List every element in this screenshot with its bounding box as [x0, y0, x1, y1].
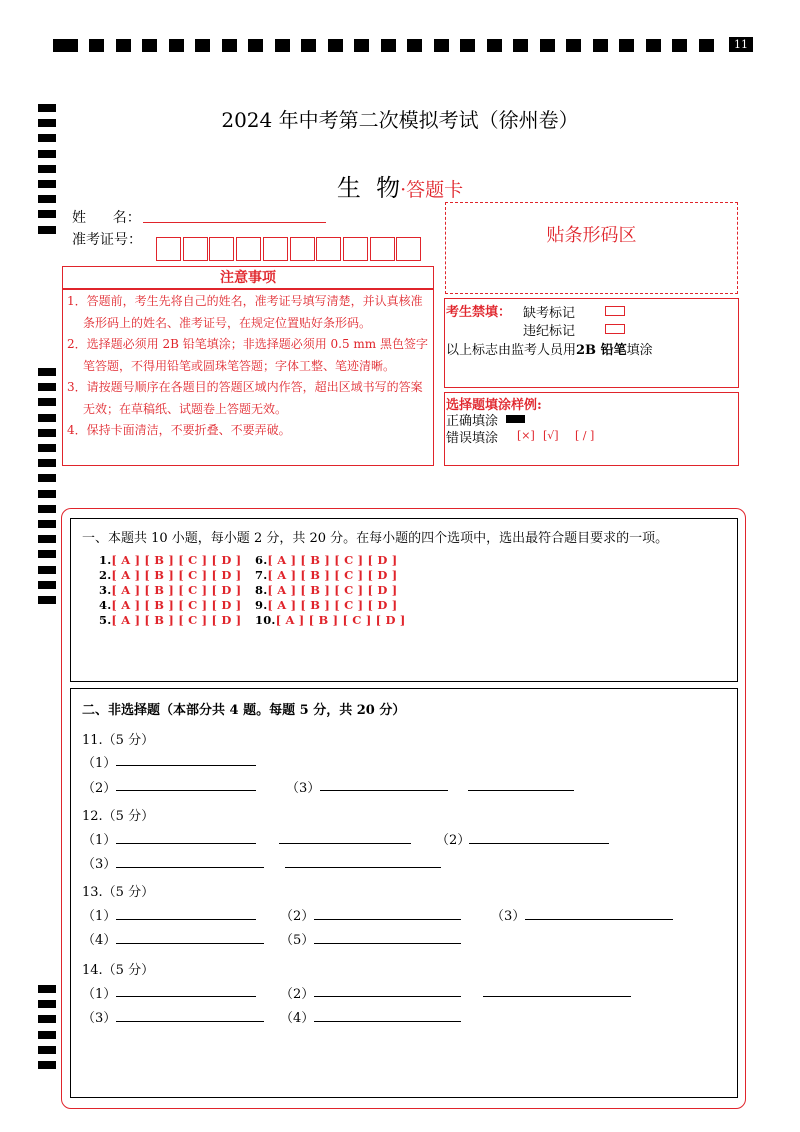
q14-answer-2b[interactable]: [483, 996, 631, 997]
timing-mark: [38, 566, 56, 574]
choice-row-2[interactable]: 2.[ A ] [ B ] [ C ] [ D ]: [99, 568, 242, 582]
sub-label: （2）: [436, 833, 471, 848]
timing-mark: [38, 1031, 56, 1039]
timing-mark: [593, 39, 608, 52]
q11-answer-3a[interactable]: [320, 790, 448, 791]
timing-mark: [513, 39, 528, 52]
fill-sample-title: 选择题填涂样例:: [446, 398, 542, 413]
id-digit-cell[interactable]: [209, 237, 234, 261]
timing-mark: [566, 39, 581, 52]
timing-mark: [646, 39, 661, 52]
absent-mark-box[interactable]: [605, 306, 625, 316]
violation-mark-box[interactable]: [605, 324, 625, 334]
timing-mark: [487, 39, 502, 52]
wrong-mark-check: [√]: [543, 429, 559, 442]
timing-mark: [89, 39, 104, 52]
part2-section: [70, 688, 738, 1098]
q12-answer-2[interactable]: [469, 843, 609, 844]
timing-mark: [38, 490, 56, 498]
timing-mark: [672, 39, 687, 52]
q13-answer-1[interactable]: [116, 919, 256, 920]
timing-mark: [407, 39, 422, 52]
timing-mark: [38, 210, 56, 218]
choice-column-2: [255, 553, 406, 628]
timing-mark: [38, 985, 56, 993]
q14-answer-1[interactable]: [116, 996, 256, 997]
q14-answer-4[interactable]: [314, 1021, 461, 1022]
timing-mark: [434, 39, 449, 52]
choice-row-5[interactable]: 5.[ A ] [ B ] [ C ] [ D ]: [99, 613, 242, 627]
timing-mark: [248, 39, 263, 52]
q13-answer-4[interactable]: [116, 943, 264, 944]
id-label: 准考证号：: [72, 232, 142, 248]
q11-label: 11.（5 分）: [82, 733, 155, 748]
exam-mark-box: [444, 298, 739, 388]
barcode-label: 贴条形码区: [546, 225, 637, 246]
q14-label: 14.（5 分）: [82, 963, 155, 978]
timing-mark: [38, 535, 56, 543]
id-digit-cell[interactable]: [290, 237, 315, 261]
timing-mark: [619, 39, 634, 52]
timing-mark: [354, 39, 369, 52]
q12-label: 12.（5 分）: [82, 809, 155, 824]
choice-row-9[interactable]: 9.[ A ] [ B ] [ C ] [ D ]: [255, 598, 398, 612]
choice-row-7[interactable]: 7.[ A ] [ B ] [ C ] [ D ]: [255, 568, 398, 582]
timing-mark: [381, 39, 396, 52]
q13-answer-3[interactable]: [525, 919, 673, 920]
timing-mark: [540, 39, 555, 52]
id-digit-cell[interactable]: [370, 237, 395, 261]
wrong-fill-label: 错误填涂: [446, 431, 499, 446]
timing-mark: [195, 39, 210, 52]
part2-heading: 二、非选择题（本部分共 4 题。每题 5 分，共 20 分）: [82, 703, 406, 718]
timing-mark: [38, 474, 56, 482]
id-digit-cell[interactable]: [156, 237, 181, 261]
timing-mark: [275, 39, 290, 52]
q11-answer-3b[interactable]: [468, 790, 574, 791]
timing-mark: [328, 39, 343, 52]
timing-mark: [38, 1061, 56, 1069]
sub-label: （1）: [82, 756, 117, 771]
correct-fill-label: 正确填涂: [446, 414, 499, 429]
correct-fill-sample: [506, 415, 525, 423]
choice-row-4[interactable]: 4.[ A ] [ B ] [ C ] [ D ]: [99, 598, 242, 612]
page-number: 11: [729, 37, 753, 52]
notice-item: 3．请按题号顺序在各题目的答题区域内作答，超出区域书写的答案无效；在草稿纸、试题卷上答题无效。: [67, 380, 423, 416]
timing-mark: [38, 398, 56, 406]
timing-mark: [53, 39, 78, 52]
notice-item: 2．选择题必须用 2B 铅笔填涂；非选择题必须用 0.5 mm 黑色签字笔答题，不得用铅笔或圆珠笔答题；字体工整、笔迹清晰。: [67, 337, 429, 373]
choice-column-1: [99, 553, 241, 628]
q11-answer-2[interactable]: [116, 790, 256, 791]
choice-row-3[interactable]: 3.[ A ] [ B ] [ C ] [ D ]: [99, 583, 242, 597]
q13-label: 13.（5 分）: [82, 885, 155, 900]
timing-mark: [38, 444, 56, 452]
timing-mark: [38, 134, 56, 142]
subject-name: 生 物: [336, 174, 401, 202]
timing-mark: [38, 429, 56, 437]
name-label: 姓 名：: [72, 210, 141, 226]
sub-label: （4）: [82, 933, 117, 948]
q13-answer-2[interactable]: [314, 919, 461, 920]
violation-label: 违纪标记: [523, 324, 576, 339]
sub-label: （3）: [82, 857, 117, 872]
timing-mark: [38, 1046, 56, 1054]
q14-answer-3[interactable]: [116, 1021, 264, 1022]
wrong-mark-slash: [ / ]: [575, 429, 595, 442]
sub-label: （1）: [82, 909, 117, 924]
timing-mark: [38, 1015, 56, 1023]
sub-label: （2）: [280, 909, 315, 924]
choice-row-1[interactable]: 1.[ A ] [ B ] [ C ] [ D ]: [99, 553, 242, 567]
name-field[interactable]: [143, 222, 326, 223]
id-digit-cell[interactable]: [236, 237, 261, 261]
barcode-area: [445, 202, 738, 294]
timing-mark: [169, 39, 184, 52]
notice-title: 注意事项: [62, 266, 434, 290]
sub-label: （5）: [280, 933, 315, 948]
exam-title: 2024 年中考第二次模拟考试（徐州卷）: [221, 108, 579, 132]
absent-label: 缺考标记: [523, 306, 576, 321]
sub-label: （1）: [82, 987, 117, 1002]
timing-mark: [38, 505, 56, 513]
timing-mark: [38, 150, 56, 158]
sub-label: （1）: [82, 833, 117, 848]
id-digit-cell[interactable]: [263, 237, 288, 261]
timing-mark: [301, 39, 316, 52]
id-digit-cell[interactable]: [343, 237, 368, 261]
q11-answer-1[interactable]: [116, 765, 256, 766]
wrong-mark-cross: [×]: [517, 429, 535, 442]
q12-answer-3a[interactable]: [116, 867, 264, 868]
choice-row-10[interactable]: 10.[ A ] [ B ] [ C ] [ D ]: [255, 613, 406, 627]
exam-mark-label: 考生禁填：: [446, 305, 512, 320]
sub-label: （3）: [286, 781, 321, 796]
notice-item: 4．保持卡面清洁，不要折叠、不要弄破。: [67, 423, 291, 437]
timing-mark: [460, 39, 475, 52]
part1-section: [70, 518, 738, 682]
id-digit-cell[interactable]: [396, 237, 421, 261]
part1-heading: 一、本题共 10 小题，每小题 2 分，共 20 分。在每小题的四个选项中，选出最符合题目要求的一项。: [82, 531, 669, 546]
timing-mark: [38, 368, 56, 376]
timing-mark: [699, 39, 714, 52]
q12-answer-3b[interactable]: [285, 867, 441, 868]
choice-row-8[interactable]: 8.[ A ] [ B ] [ C ] [ D ]: [255, 583, 398, 597]
sub-label: （3）: [491, 909, 526, 924]
sub-label: （4）: [280, 1011, 315, 1026]
answer-card-label: ·答题卡: [400, 179, 464, 201]
timing-mark: [38, 550, 56, 558]
timing-mark: [38, 581, 56, 589]
exam-mark-note: 以上标志由监考人员用2B 铅笔填涂: [446, 343, 653, 358]
q14-answer-2a[interactable]: [314, 996, 461, 997]
timing-mark: [38, 414, 56, 422]
timing-mark: [38, 459, 56, 467]
sub-label: （2）: [280, 987, 315, 1002]
timing-mark: [38, 383, 56, 391]
fill-sample-box: [444, 392, 739, 466]
q12-answer-1a[interactable]: [116, 843, 256, 844]
sub-label: （3）: [82, 1011, 117, 1026]
timing-mark: [142, 39, 157, 52]
choice-row-6[interactable]: 6.[ A ] [ B ] [ C ] [ D ]: [255, 553, 398, 567]
sub-label: （2）: [82, 781, 117, 796]
q12-answer-1b[interactable]: [279, 843, 411, 844]
timing-mark: [222, 39, 237, 52]
timing-mark: [38, 596, 56, 604]
q13-answer-5[interactable]: [314, 943, 461, 944]
id-digit-cell[interactable]: [183, 237, 208, 261]
timing-mark: [38, 520, 56, 528]
notice-box: [62, 288, 434, 466]
timing-mark: [38, 1000, 56, 1008]
timing-mark: [38, 226, 56, 234]
id-digit-cell[interactable]: [316, 237, 341, 261]
timing-mark: [116, 39, 131, 52]
notice-item: 1．答题前，考生先将自己的姓名，准考证号填写清楚，并认真核准条形码上的姓名、准考证号，在规定位置贴好条形码。: [67, 294, 423, 330]
subject-title: [0, 168, 800, 203]
